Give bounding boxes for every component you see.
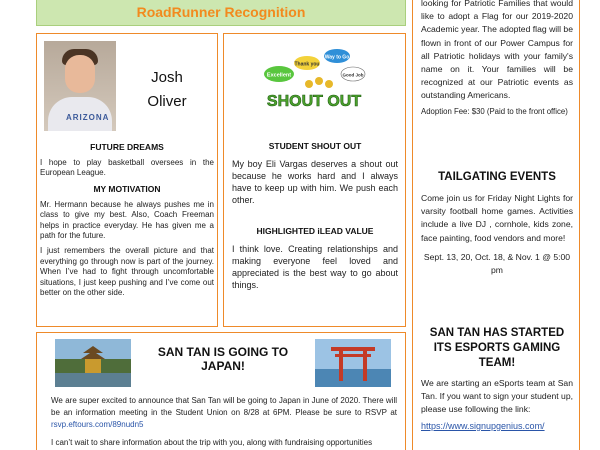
shout-out-card (223, 33, 406, 327)
shirt-logo-text: ARIZONA (66, 113, 110, 122)
esports-heading: SAN TAN HAS STARTED ITS ESPORTS GAMING TEAM! (429, 327, 565, 369)
japan-trip-card (36, 332, 406, 450)
motivation-text-2: I just remembers the overall picture and that everything go through now is part of the journey. When I’ve had to fight through uncomfortable situations, I just keep pushing and I’ve come out better on the other side. (40, 246, 214, 298)
ilead-value-text: I think love. Creating relationships and making everyone feel loved and appreciated is the best way to go about things. (232, 244, 398, 290)
shout-out-graphic (259, 48, 369, 118)
japan-announcement-text: We are super excited to announce that San Tan will be going to Japan in June of 2020. There will be an information meeting in the Student Union on 8/28 at 6PM. Please be sure to RSVP at (51, 396, 397, 417)
signup-link[interactable]: https://www.signupgenius.com/ (421, 420, 545, 431)
future-dreams-text: I hope to play basketball oversees in the European League. (40, 158, 214, 178)
adoption-fee-text: Adoption Fee: $30 (Paid to the front office) (421, 106, 568, 116)
banner-title: RoadRunner Recognition (136, 4, 306, 20)
shout-out-heading: STUDENT SHOUT OUT (268, 141, 362, 151)
torii-gate-photo (315, 339, 391, 387)
japan-title: SAN TAN IS GOING TO JAPAN! (157, 345, 289, 373)
flag-adoption-section (421, 0, 573, 118)
svg-text:Good Job: Good Job (342, 72, 364, 78)
tailgating-text: Come join us for Friday Night Lights for varsity football home games. Activities include a live DJ , cornhole, kids zone, face painting, food vendors and more! (421, 193, 573, 243)
student-last-name: Oliver (147, 93, 187, 110)
right-column-card (412, 0, 580, 450)
tailgating-dates: Sept. 13, 20, Oct. 18, & Nov. 1 @ 5:00 pm (423, 251, 571, 275)
flag-adoption-text: looking for Patriotic Families that would like to adopt a Flag for our 2019-2020 Academic year. The adopted flag will be flown in front of our Power Campus for all Patriotic holidays with your family's name on it. Your families will be recognized at our Patriotic events as outstanding Americans. (421, 0, 573, 101)
japan-followup-text: I can’t wait to share information about the trip with you, along with fundraising opportunities (51, 438, 373, 447)
future-dreams-heading: FUTURE DREAMS (90, 142, 164, 152)
tailgating-section (421, 170, 573, 277)
japan-announcement (51, 395, 397, 431)
kyoto-temple-photo (55, 339, 131, 387)
student-first-name: Josh (151, 69, 183, 86)
shout-out-text: My boy Eli Vargas deserves a shout out because he works hard and I always have to keep up with him. We push each other. (232, 159, 398, 205)
svg-text:Way to Go: Way to Go (324, 54, 350, 61)
motivation-text-1: Mr. Hermann because he always pushes me in class to give my best. Also, Coach Freeman helps in practice everyday. He has given me a path for the future. (40, 199, 214, 241)
ilead-value-heading: HIGHLIGHTED iLEAD VALUE (256, 226, 374, 236)
svg-text:Excellent: Excellent (266, 72, 292, 79)
esports-section (421, 326, 573, 431)
recognition-banner (36, 0, 406, 26)
svg-text:Thank you: Thank you (294, 61, 320, 68)
motivation-heading: MY MOTIVATION (93, 183, 161, 194)
svg-text:SHOUT OUT: SHOUT OUT (266, 93, 362, 110)
rsvp-link[interactable]: rsvp.eftours.com/89nudn5 (51, 420, 144, 429)
student-recognition-card (36, 33, 218, 327)
esports-text: We are starting an eSports team at San Tan. If you want to sign your student up, please use following the link: (421, 378, 573, 415)
student-photo (44, 41, 116, 131)
tailgating-heading: TAILGATING EVENTS (438, 171, 556, 183)
student-name (145, 66, 189, 114)
